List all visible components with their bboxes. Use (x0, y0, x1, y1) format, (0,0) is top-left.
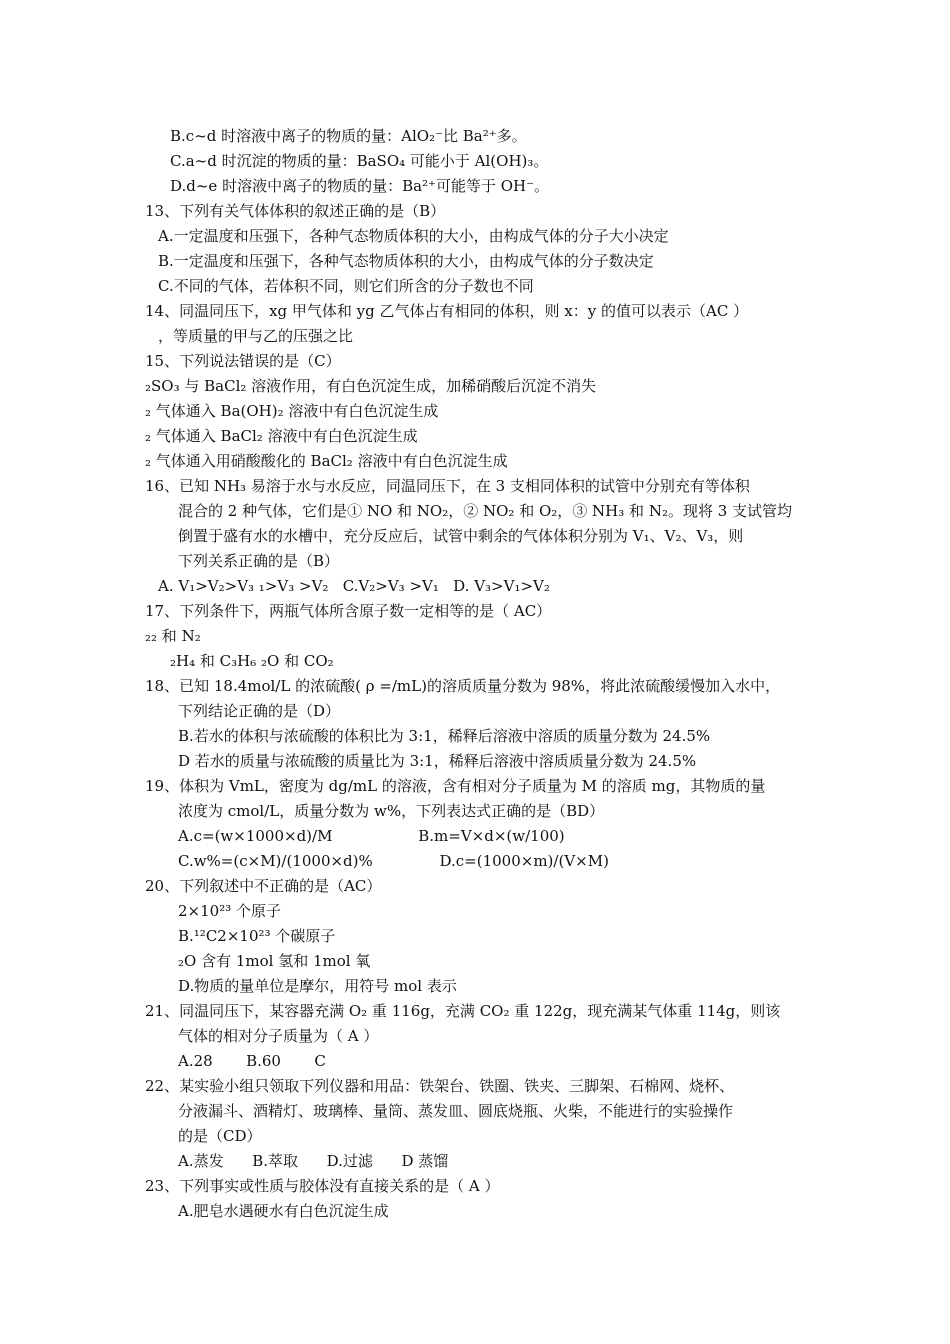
text-line: ₂O 含有 1mol 氢和 1mol 氧 (178, 952, 371, 970)
text-line: A.c=(w×1000×d)/M B.m=V×d×(w/100) (178, 827, 565, 845)
text-line: ₂ 气体通入 BaCl₂ 溶液中有白色沉淀生成 (145, 427, 418, 445)
text-line: 分液漏斗、酒精灯、玻璃棒、量筒、蒸发皿、圆底烧瓶、火柴，不能进行的实验操作 (178, 1102, 734, 1120)
text-line: ，等质量的甲与乙的压强之比 (158, 327, 354, 345)
question-17: 17、下列条件下，两瓶气体所含原子数一定相等的是（ AC） (145, 602, 552, 620)
question-19: 19、体积为 VmL，密度为 dg/mL 的溶液，含有相对分子质量为 M 的溶质 mg，其物质的量 (145, 777, 766, 795)
text-line: A.28 B.60 C (178, 1052, 326, 1070)
text-line: ₂ 气体通入 Ba(OH)₂ 溶液中有白色沉淀生成 (145, 402, 439, 420)
text-line: D.物质的量单位是摩尔，用符号 mol 表示 (178, 977, 457, 995)
text-line: B.c~d 时溶液中离子的物质的量：AlO₂⁻比 Ba²⁺多。 (170, 127, 527, 145)
text-line: ₂H₄ 和 C₃H₆ ₂O 和 CO₂ (170, 652, 334, 670)
text-line: ₂SO₃ 与 BaCl₂ 溶液作用，有白色沉淀生成，加稀硝酸后沉淀不消失 (145, 377, 597, 395)
text-line: B.一定温度和压强下，各种气态物质体积的大小，由构成气体的分子数决定 (158, 252, 654, 270)
question-20: 20、下列叙述中不正确的是（AC） (145, 877, 382, 895)
text-line: A.肥皂水遇硬水有白色沉淀生成 (178, 1202, 389, 1220)
text-line: C.w%=(c×M)/(1000×d)% D.c=(1000×m)/(V×M) (178, 852, 609, 870)
question-22: 22、某实验小组只领取下列仪器和用品：铁架台、铁圈、铁夹、三脚架、石棉网、烧杯、 (145, 1077, 735, 1095)
text-line: 混合的 2 种气体，它们是① NO 和 NO₂，② NO₂ 和 O₂，③ NH₃ 和 N₂。现将 3 支试管均 (178, 502, 793, 520)
text-line: A. V₁>V₂>V₃ ₁>V₃ >V₂ C.V₂>V₃ >V₁ D. V₃>V₁>V₂ (158, 577, 550, 595)
question-15: 15、下列说法错误的是（C） (145, 352, 341, 370)
text-line: B.¹²C2×10²³ 个碳原子 (178, 927, 336, 945)
text-line: 2×10²³ 个原子 (178, 902, 281, 920)
question-16: 16、已知 NH₃ 易溶于水与水反应，同温同压下，在 3 支相同体积的试管中分别充有等体积 (145, 477, 750, 495)
text-line: ₂ 气体通入用硝酸酸化的 BaCl₂ 溶液中有白色沉淀生成 (145, 452, 508, 470)
text-line: ₂₂ 和 N₂ (145, 627, 201, 645)
question-23: 23、下列事实或性质与胶体没有直接关系的是（ A ） (145, 1177, 500, 1195)
question-13: 13、下列有关气体体积的叙述正确的是（B） (145, 202, 446, 220)
text-line: 浓度为 cmol/L，质量分数为 w%，下列表达式正确的是（BD） (178, 802, 605, 820)
text-line: D.d~e 时溶液中离子的物质的量：Ba²⁺可能等于 OH⁻。 (170, 177, 550, 195)
text-line: 倒置于盛有水的水槽中，充分反应后，试管中剩余的气体体积分别为 V₁、V₂、V₃，则 (178, 527, 744, 545)
text-line: C.不同的气体，若体积不同，则它们所含的分子数也不同 (158, 277, 534, 295)
text-line: A.一定温度和压强下，各种气态物质体积的大小，由构成气体的分子大小决定 (158, 227, 669, 245)
question-14: 14、同温同压下，xg 甲气体和 yg 乙气体占有相同的体积，则 x：y 的值可以表示（AC ） (145, 302, 749, 320)
text-line: B.若水的体积与浓硫酸的体积比为 3:1，稀释后溶液中溶质的质量分数为 24.5% (178, 727, 711, 745)
question-21: 21、同温同压下，某容器充满 O₂ 重 116g，充满 CO₂ 重 122g，现充满某气体重 114g，则该 (145, 1002, 781, 1020)
text-line: 的是（CD） (178, 1127, 262, 1145)
text-line: 气体的相对分子质量为（ A ） (178, 1027, 379, 1045)
question-18: 18、已知 18.4mol/L 的浓硫酸( ρ =/mL)的溶质质量分数为 98%，将此浓硫酸缓慢加入水中， (145, 677, 781, 695)
text-line: 下列结论正确的是（D） (178, 702, 341, 720)
text-line: C.a~d 时沉淀的物质的量：BaSO₄ 可能小于 Al(OH)₃。 (170, 152, 549, 170)
text-line: D 若水的质量与浓硫酸的质量比为 3:1，稀释后溶液中溶质质量分数为 24.5% (178, 752, 697, 770)
text-line: 下列关系正确的是（B） (178, 552, 340, 570)
text-line: A.蒸发 B.萃取 D.过滤 D 蒸馏 (178, 1152, 449, 1170)
